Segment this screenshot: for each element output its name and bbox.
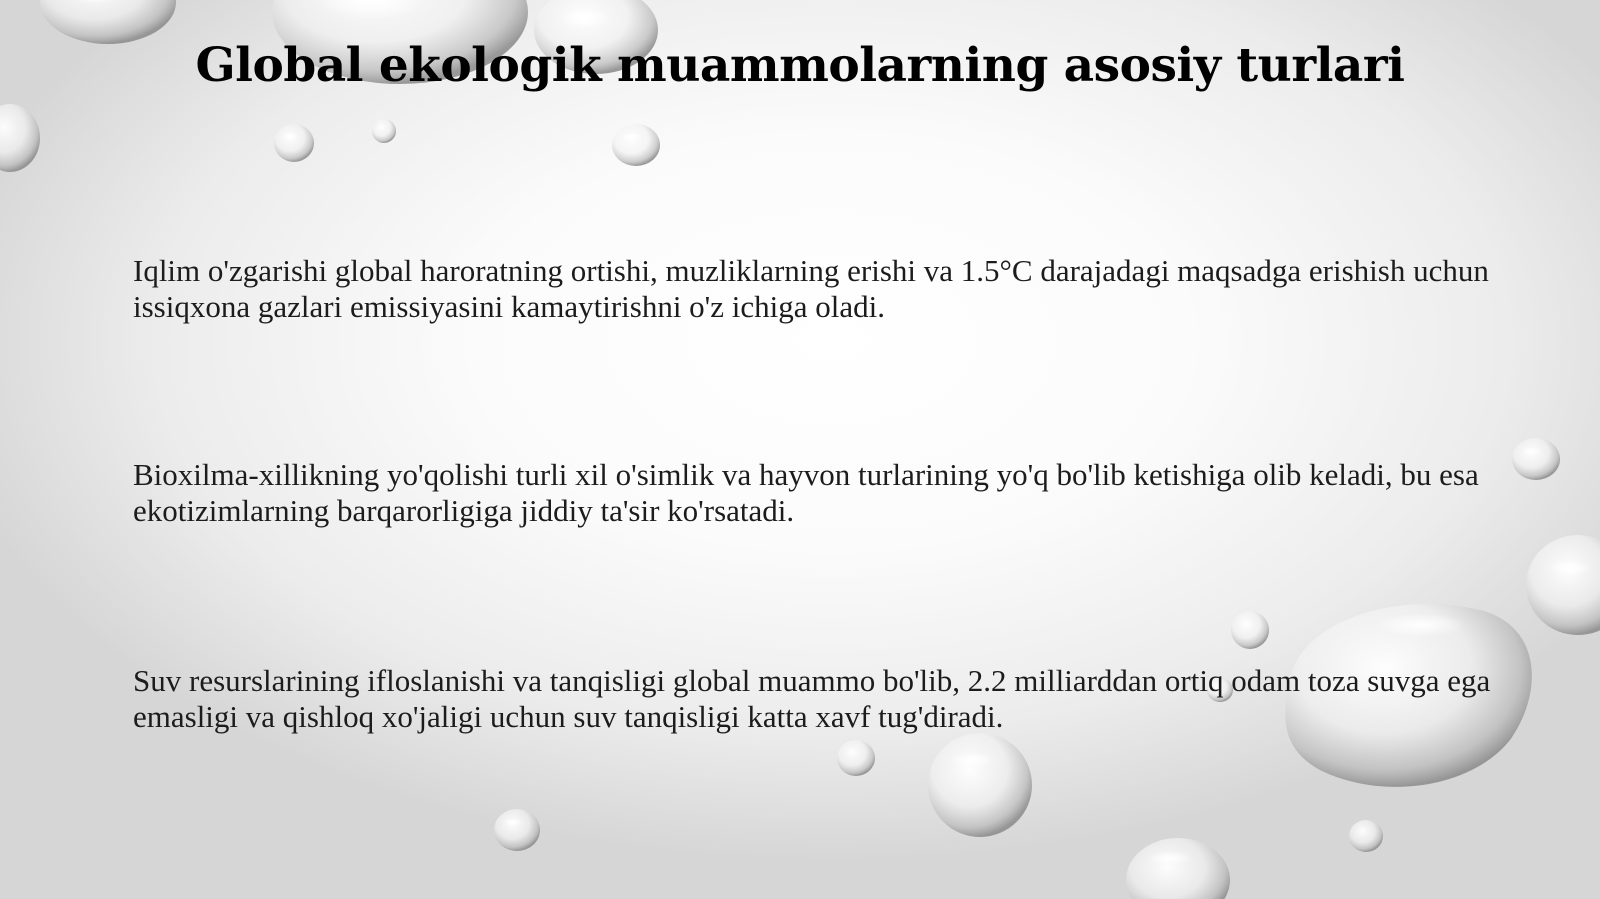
paragraph-biodiversity-loss: Bioxilma-xillikning yo'qolishi turli xil o'simlik va hayvon turlarining yo'q bo'lib ketishiga olib keladi, bu esa ekotizimlarning barqarorligiga jiddiy ta'sir ko'rsatadi. xyxy=(133,457,1479,528)
droplet xyxy=(1512,438,1560,480)
slide-title: Global ekologik muammolarning asosiy turlari xyxy=(195,38,1405,93)
droplet xyxy=(1349,820,1383,852)
droplet xyxy=(612,124,660,166)
droplet xyxy=(372,119,396,143)
droplet xyxy=(1526,535,1600,635)
droplet xyxy=(0,104,40,172)
droplet xyxy=(494,809,540,851)
paragraph-climate-change: Iqlim o'zgarishi global haroratning ortishi, muzliklarning erishi va 1.5°C darajadagi maqsadga erishish uchun issiqxona gazlari emissiyasini kamaytirishni o'z ichiga oladi. xyxy=(133,253,1489,324)
droplet xyxy=(1126,838,1230,899)
droplet xyxy=(274,124,314,162)
droplet xyxy=(837,740,875,776)
droplet xyxy=(1231,611,1269,649)
droplet xyxy=(928,733,1032,837)
paragraph-water-resources: Suv resurslarining ifloslanishi va tanqisligi global muammo bo'lib, 2.2 milliarddan ortiq odam toza suvga ega emasligi va qishloq xo'jaligi uchun suv tanqisligi katta xavf tug'diradi. xyxy=(133,663,1491,734)
